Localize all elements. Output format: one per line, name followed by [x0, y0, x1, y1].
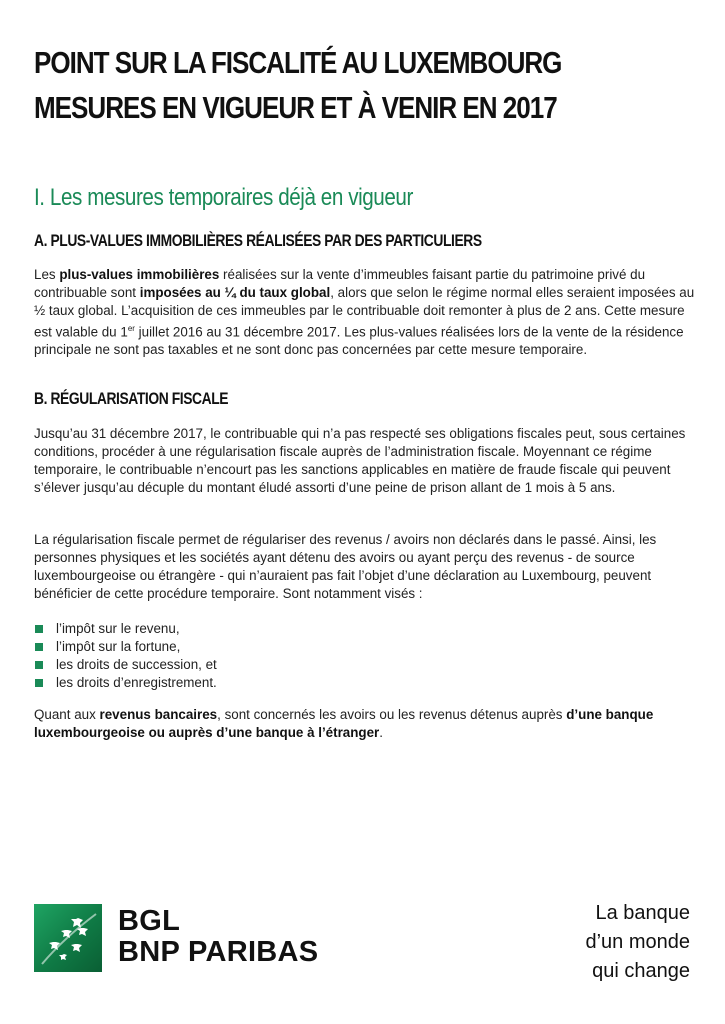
bold-run: plus-values immobilières: [59, 267, 220, 282]
list-item-text: l’impôt sur le revenu,: [56, 621, 180, 636]
subsection-b-heading: B. RÉGULARISATION FISCALE: [34, 390, 229, 408]
tagline: [585, 899, 690, 986]
text-run: .: [379, 725, 383, 740]
bold-run: d’une banque luxembourgeoise ou auprès d’une banque à l’étranger: [34, 707, 654, 740]
text-run: , alors que selon le régime normal elles seraient imposées au ½ taux global. L’acquisition de ces immeubles par le contribuable doit remonter à plus de 2 ans. Cette mesure est valable du 1: [34, 285, 695, 340]
page-title-line-1: POINT SUR LA FISCALITÉ AU LUXEMBOURG: [34, 45, 562, 80]
text-run: Quant aux: [34, 707, 100, 722]
square-bullet-icon: [35, 643, 43, 651]
list-item: [34, 638, 217, 656]
logo-line-1: BGL: [118, 905, 181, 937]
square-bullet-icon: [35, 679, 43, 687]
bnp-paribas-stars-logo-icon: [34, 904, 102, 972]
tagline-line-1: La banque: [595, 902, 690, 924]
tax-list: [34, 620, 217, 692]
tagline-line-3: qui change: [592, 960, 690, 982]
section-heading: I. Les mesures temporaires déjà en vigueur: [34, 184, 413, 211]
tagline-line-2: d’un monde: [585, 931, 690, 953]
text-run: juillet 2016 au 31 décembre 2017. Les plus-values réalisées lors de la vente de la résidence principale ne sont pas taxables et ne sont donc pas concernées par cette mesure temporaire.: [34, 324, 684, 358]
page-title-line-2: MESURES EN VIGUEUR ET À VENIR EN 2017: [34, 90, 557, 125]
square-bullet-icon: [35, 625, 43, 633]
list-item-text: les droits de succession, et: [56, 657, 217, 672]
bank-logo-wordmark: [118, 906, 318, 968]
list-item-text: l’impôt sur la fortune,: [56, 639, 181, 654]
paragraph-regularisation-intro: Jusqu’au 31 décembre 2017, le contribuable qui n’a pas respecté ses obligations fiscales peut, sous certaines conditions, procéder à une régularisation fiscale auprès de l’administration fiscale. Moyennant ce régime temporaire, le contribuable n’encourt pas les sanctions applicables en matière de fraude fiscale qui peuvent s’élever jusqu’au décuple du montant éludé assorti d’une peine de prison allant de 1 mois à 5 ans.: [34, 426, 686, 495]
text-run: Les: [34, 267, 60, 282]
superscript-run: er: [127, 324, 135, 333]
bold-run: imposées au ¼ du taux global: [139, 285, 331, 300]
list-item-text: les droits d’enregistrement.: [56, 675, 217, 690]
paragraph-revenus-bancaires: [34, 706, 699, 742]
list-item: [34, 674, 217, 692]
paragraph-regularisation-scope: La régularisation fiscale permet de régulariser des revenus / avoirs non déclarés dans le passé. Ainsi, les personnes physiques et les sociétés ayant détenu des avoirs ou ayant perçu des revenus - de source luxembourgeoise ou étrangère - qui n’auraient pas fait l’objet d’une déclaration au Luxembourg, peuvent bénéficier de cette procédure temporaire. Sont notamment visés :: [34, 532, 657, 601]
page-title: [34, 40, 588, 130]
list-item: [34, 620, 217, 638]
list-item: [34, 656, 217, 674]
subsection-a-heading: A. PLUS-VALUES IMMOBILIÈRES RÉALISÉES PAR DES PARTICULIERS: [34, 232, 482, 250]
paragraph-plus-values: [34, 266, 699, 359]
stars-icon: [34, 904, 102, 972]
bold-run: revenus bancaires: [99, 707, 218, 722]
square-bullet-icon: [35, 661, 43, 669]
text-run: , sont concernés les avoirs ou les revenus détenus auprès: [217, 707, 567, 722]
text-run: réalisées sur la vente d’immeubles faisant partie du patrimoine privé du contribuable sont: [34, 267, 646, 300]
logo-line-2: BNP PARIBAS: [118, 936, 319, 968]
